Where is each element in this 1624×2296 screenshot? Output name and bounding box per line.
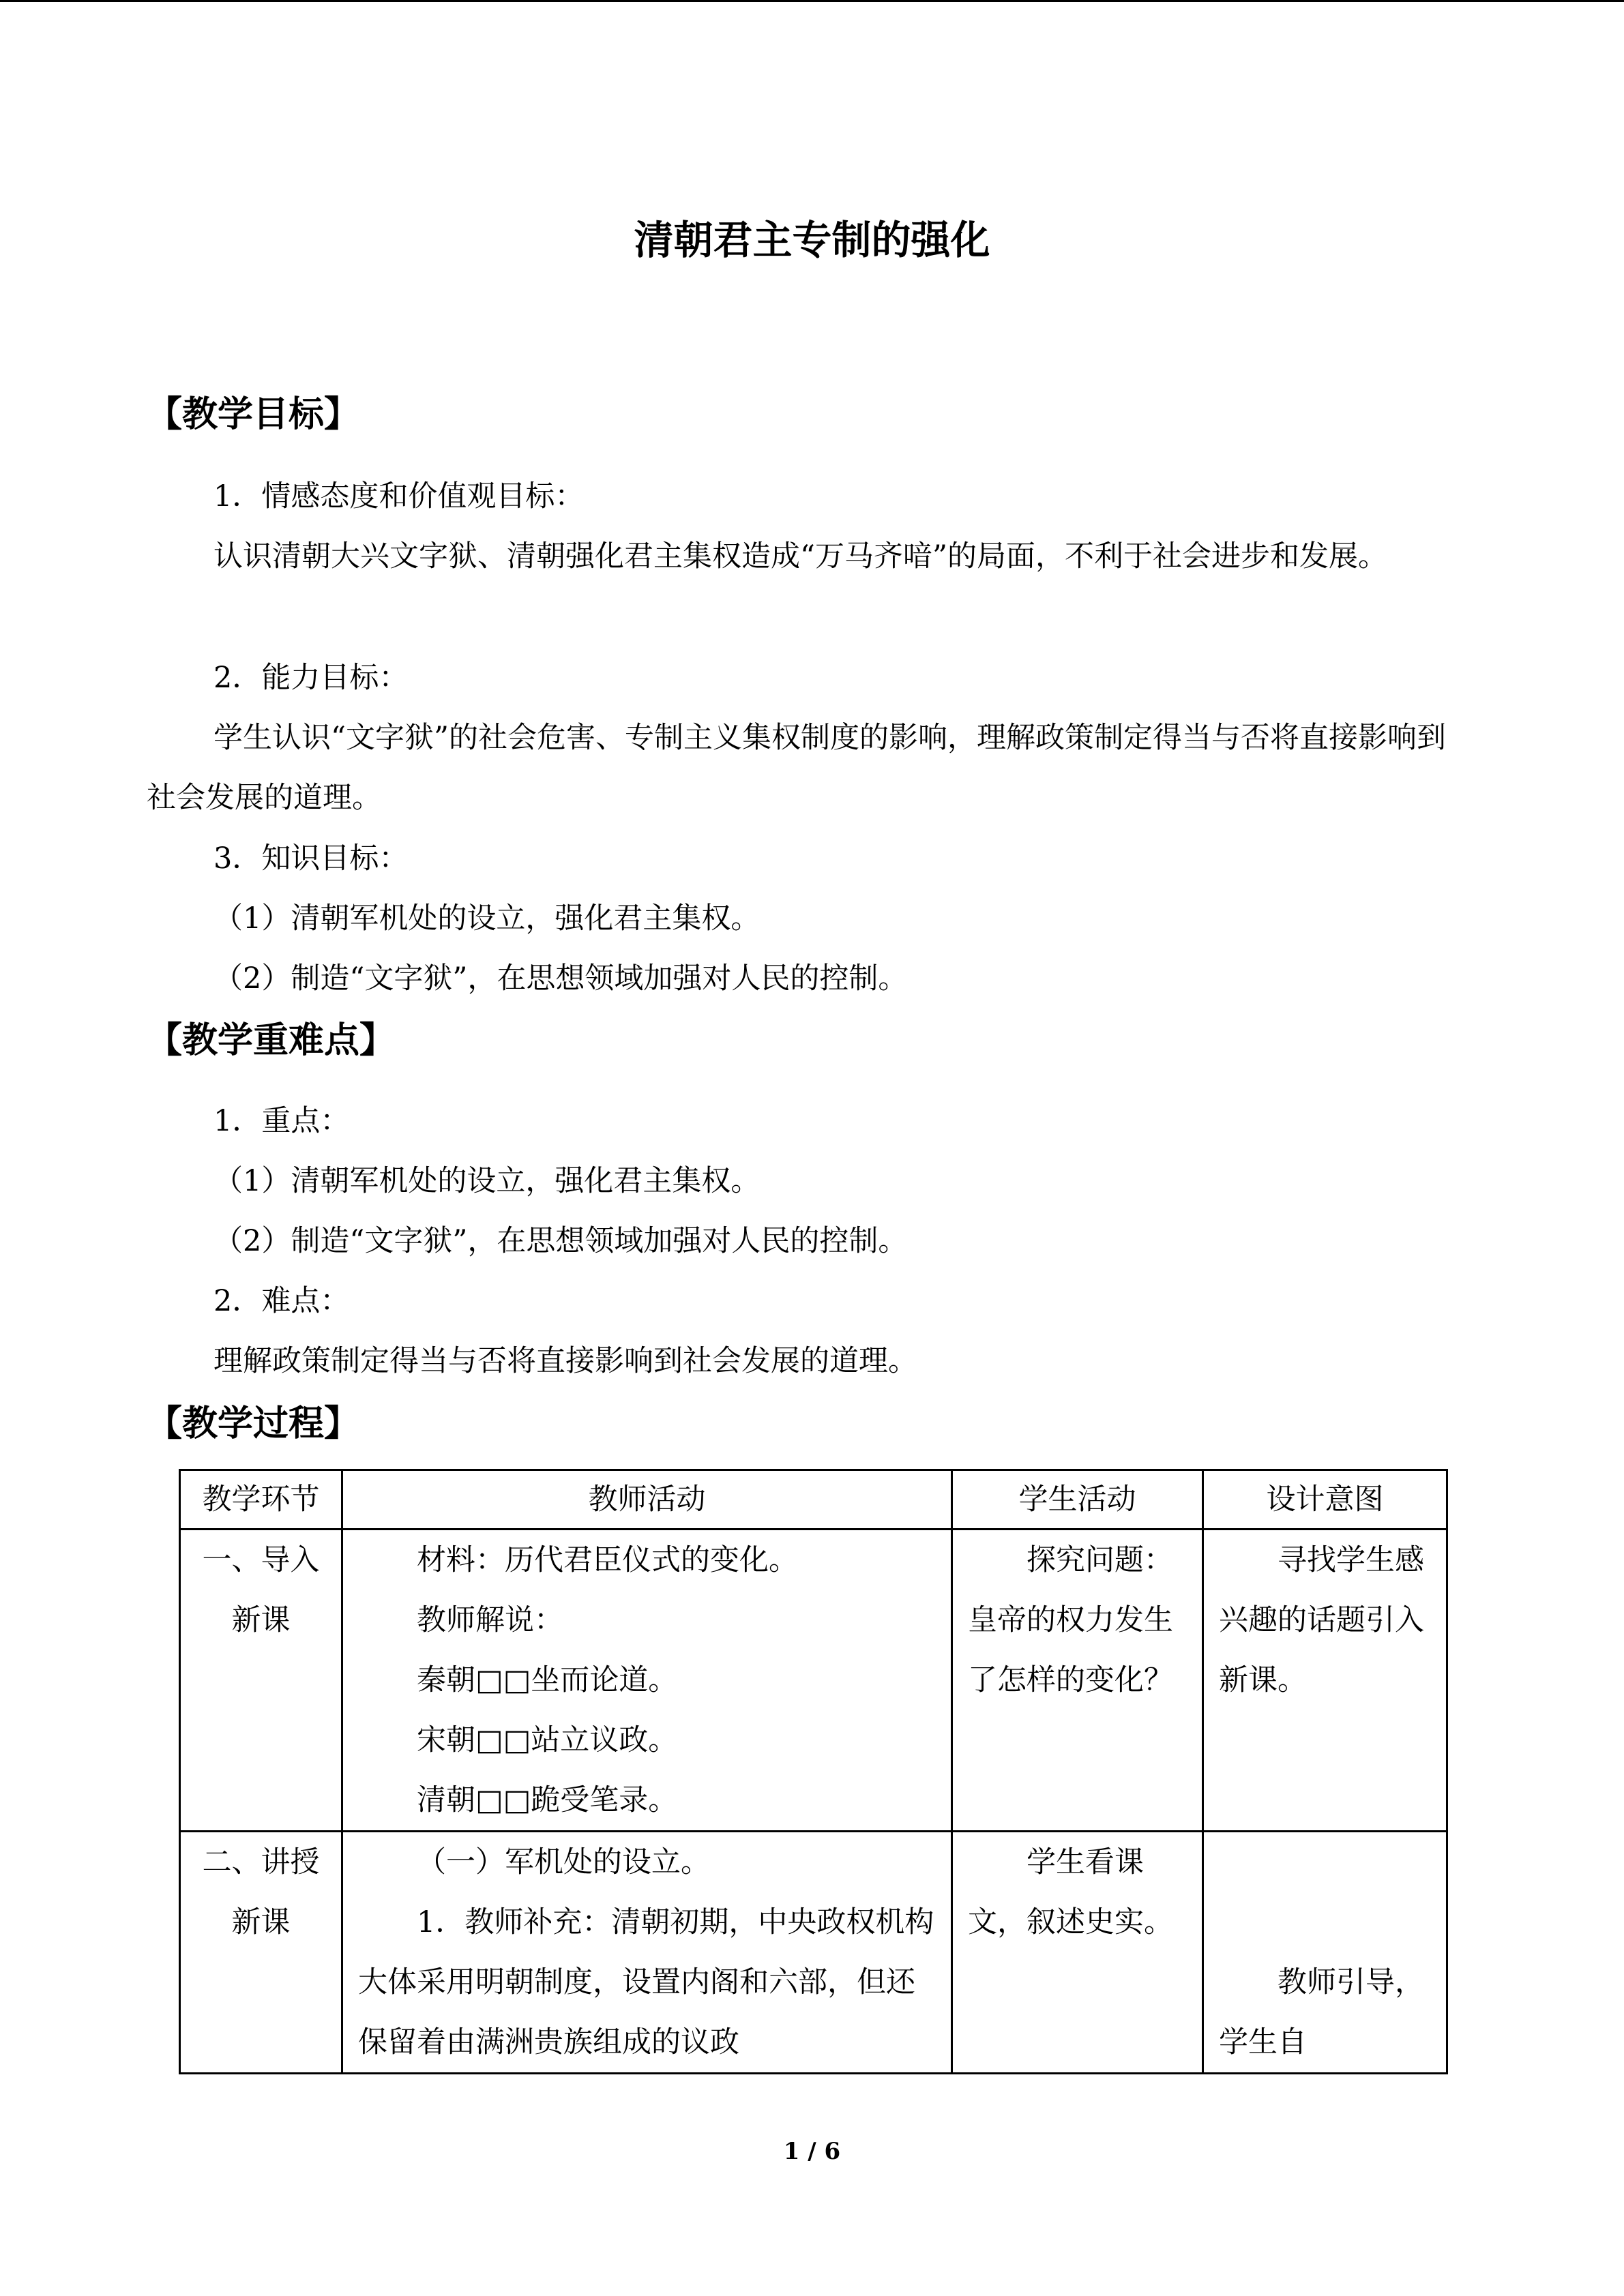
table-row — [180, 1530, 1447, 1832]
section-heading-keypoints: 【教学重难点】 — [147, 1020, 396, 1061]
objective-item-2-text: 学生认识“文字狱”的社会危害、专制主义集权制度的影响，理解政策制定得当与否将直接影响到社会发展的道理。 — [147, 721, 1446, 815]
header-cell-teacher: 教师活动 — [342, 1470, 952, 1530]
keypoint-item-1a: （1）清朝军机处的设立，强化君主集权。 — [213, 1164, 761, 1198]
teacher-line: 宋朝□□站立议政。 — [417, 1723, 678, 1757]
keypoint-item-1b: （2）制造“文字狱”，在思想领域加强对人民的控制。 — [213, 1224, 908, 1258]
keypoint-item-2: 2．难点： — [213, 1284, 350, 1318]
section-heading-process: 【教学过程】 — [147, 1403, 360, 1444]
objective-item-3a: （1）清朝军机处的设立，强化君主集权。 — [213, 901, 761, 936]
cell-student: 学生看课文，叙述史实。 — [952, 1832, 1203, 2074]
cell-teacher — [342, 1832, 952, 2074]
page-title: 清朝君主专制的强化 — [634, 217, 990, 263]
process-table — [179, 1469, 1448, 2074]
teacher-line: 材料：历代君臣仪式的变化。 — [417, 1543, 798, 1577]
cell-intent: 寻找学生感兴趣的话题引入新课。 — [1203, 1530, 1447, 1832]
page-number: 1 / 6 — [783, 2138, 841, 2165]
objective-item-2: 2．能力目标： — [213, 661, 409, 695]
teacher-line: 清朝□□跪受笔录。 — [417, 1783, 678, 1817]
objective-item-1-text: 认识清朝大兴文字狱、清朝强化君主集权造成“万马齐喑”的局面，不利于社会进步和发展。 — [213, 539, 1387, 573]
table-row — [180, 1832, 1447, 2074]
keypoint-item-2-text: 理解政策制定得当与否将直接影响到社会发展的道理。 — [213, 1344, 917, 1378]
keypoint-item-1: 1．重点： — [213, 1104, 350, 1138]
table-header-row — [180, 1470, 1447, 1530]
objective-item-1: 1．情感态度和价值观目标： — [213, 479, 585, 513]
teacher-paragraph: （一）军机处的设立。 — [417, 1845, 710, 1879]
objective-item-3: 3．知识目标： — [213, 841, 409, 876]
teacher-line: 秦朝□□坐而论道。 — [417, 1663, 678, 1697]
cell-stage: 一、导入新课 — [180, 1530, 342, 1832]
objective-item-3b: （2）制造“文字狱”，在思想领域加强对人民的控制。 — [213, 961, 908, 996]
cell-student: 探究问题：皇帝的权力发生了怎样的变化？ — [952, 1530, 1203, 1832]
cell-intent: 教师引导，学生自 — [1203, 1832, 1447, 2074]
cell-stage: 二、讲授新课 — [180, 1832, 342, 2074]
top-border-line — [0, 0, 1624, 2]
header-cell-intent: 设计意图 — [1203, 1470, 1447, 1530]
cell-teacher — [342, 1530, 952, 1832]
teacher-line: 教师解说： — [417, 1603, 563, 1637]
section-heading-objectives: 【教学目标】 — [147, 394, 360, 435]
teacher-paragraph: 1．教师补充：清朝初期，中央政权机构大体采用明朝制度，设置内阁和六部，但还保留着由满洲贵族组成的议政 — [358, 1905, 934, 2059]
header-cell-stage: 教学环节 — [180, 1470, 342, 1530]
header-cell-student: 学生活动 — [952, 1470, 1203, 1530]
